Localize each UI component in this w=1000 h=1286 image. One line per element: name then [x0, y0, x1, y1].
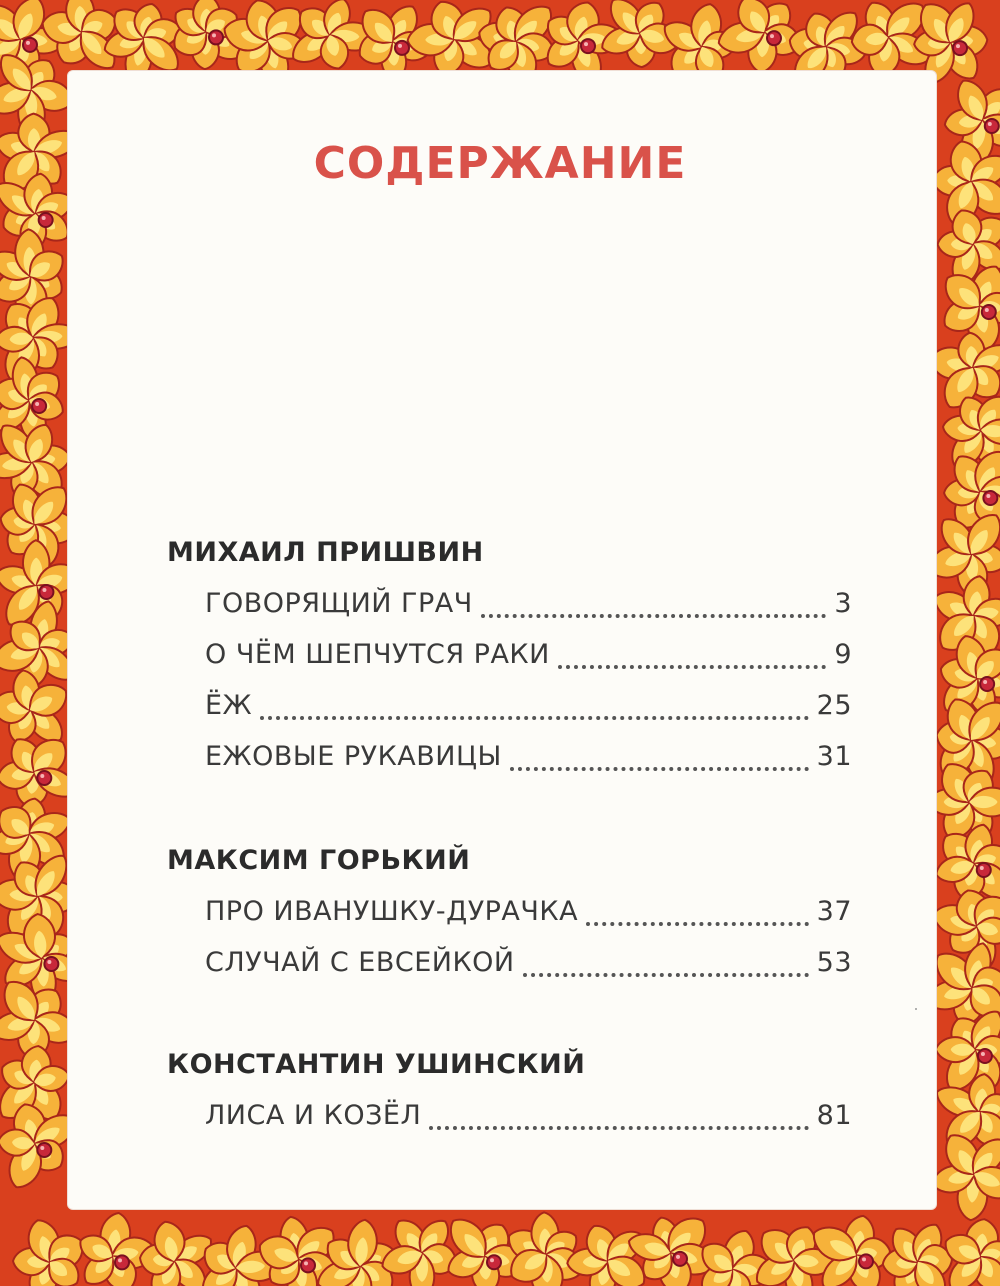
toc-entry-page: 81	[816, 1100, 852, 1131]
berry-highlight	[983, 680, 987, 684]
berry-dot	[767, 31, 781, 45]
berry-dot	[983, 491, 997, 505]
berry-highlight	[40, 1146, 44, 1150]
author-heading: МАКСИМ ГОРЬКИЙ	[167, 845, 471, 876]
berry-dot	[44, 957, 58, 971]
berry-dot	[23, 38, 37, 52]
berry-highlight	[490, 1258, 494, 1262]
berry-dot	[581, 39, 595, 53]
berry-dot	[982, 305, 996, 319]
berry-highlight	[770, 34, 774, 38]
toc-entry-page: 37	[816, 896, 852, 927]
berry-dot	[37, 1143, 51, 1157]
toc-entry-title: ЕЖОВЫЕ РУКАВИЦЫ	[205, 741, 502, 772]
page-title: СОДЕРЖАНИЕ	[313, 138, 687, 189]
dot-leader	[586, 922, 809, 926]
print-speck	[915, 1008, 917, 1010]
berry-dot	[977, 863, 991, 877]
toc-entry[interactable]	[205, 588, 852, 624]
toc-entry[interactable]	[205, 1100, 852, 1136]
toc-entry-title: О ЧЁМ ШЕПЧУТСЯ РАКИ	[205, 639, 550, 670]
berry-dot	[673, 1252, 687, 1266]
dot-leader	[558, 665, 827, 669]
toc-entry[interactable]	[205, 896, 852, 932]
berry-highlight	[862, 1257, 866, 1261]
toc-entry-page: 3	[834, 588, 852, 619]
berry-dot	[301, 1258, 315, 1272]
berry-highlight	[676, 1255, 680, 1259]
berry-highlight	[981, 1052, 985, 1056]
berry-highlight	[26, 41, 30, 45]
berry-dot	[953, 41, 967, 55]
berry-dot	[32, 399, 46, 413]
berry-highlight	[986, 494, 990, 498]
toc-entry[interactable]	[205, 947, 852, 983]
berry-highlight	[988, 122, 992, 126]
author-heading: МИХАИЛ ПРИШВИН	[167, 537, 484, 568]
dot-leader	[510, 767, 809, 771]
berry-dot	[487, 1255, 501, 1269]
berry-highlight	[42, 216, 46, 220]
toc-entry[interactable]	[205, 690, 852, 726]
dot-leader	[523, 973, 809, 977]
berry-highlight	[35, 402, 39, 406]
berry-dot	[115, 1255, 129, 1269]
berry-dot	[985, 119, 999, 133]
dot-leader	[481, 614, 827, 618]
berry-highlight	[304, 1261, 308, 1265]
toc-entry[interactable]	[205, 639, 852, 675]
berry-dot	[39, 585, 53, 599]
toc-entry[interactable]	[205, 741, 852, 777]
berry-dot	[859, 1254, 873, 1268]
berry-dot	[209, 30, 223, 44]
toc-entry-page: 9	[834, 639, 852, 670]
dot-leader	[260, 716, 808, 720]
berry-highlight	[40, 774, 44, 778]
toc-entry-page: 53	[816, 947, 852, 978]
berry-dot	[37, 771, 51, 785]
berry-highlight	[398, 44, 402, 48]
berry-highlight	[47, 960, 51, 964]
toc-entry-title: СЛУЧАЙ С ЕВСЕЙКОЙ	[205, 947, 515, 978]
berry-highlight	[42, 588, 46, 592]
berry-dot	[978, 1049, 992, 1063]
berry-highlight	[584, 42, 588, 46]
berry-highlight	[985, 308, 989, 312]
toc-entry-page: 31	[816, 741, 852, 772]
berry-highlight	[956, 44, 960, 48]
berry-dot	[39, 213, 53, 227]
berry-highlight	[118, 1258, 122, 1262]
toc-entry-title: ПРО ИВАНУШКУ-ДУРАЧКА	[205, 896, 579, 927]
berry-dot	[395, 41, 409, 55]
author-heading: КОНСТАНТИН УШИНСКИЙ	[167, 1049, 586, 1080]
toc-entry-title: ЁЖ	[205, 690, 253, 721]
berry-highlight	[212, 33, 216, 37]
berry-dot	[980, 677, 994, 691]
berry-highlight	[980, 866, 984, 870]
toc-entry-page: 25	[816, 690, 852, 721]
toc-entry-title: ЛИСА И КОЗЁЛ	[205, 1100, 422, 1131]
dot-leader	[429, 1126, 808, 1130]
toc-entry-title: ГОВОРЯЩИЙ ГРАЧ	[205, 588, 473, 619]
